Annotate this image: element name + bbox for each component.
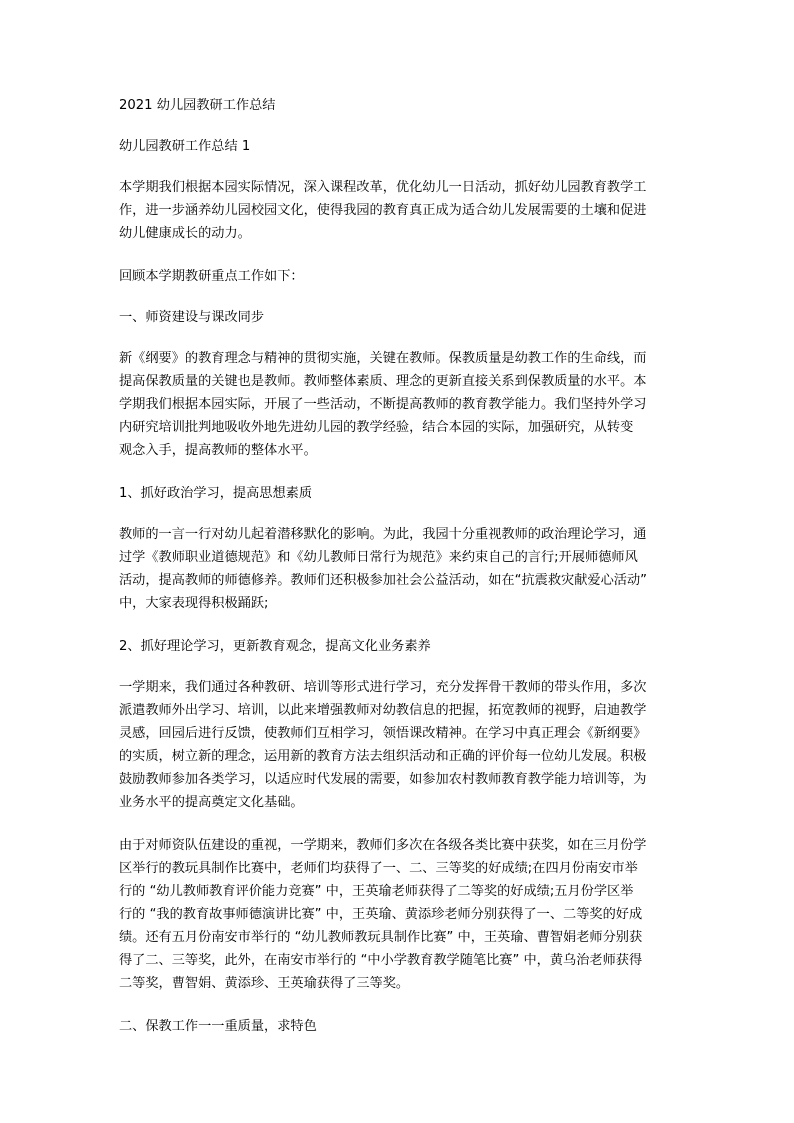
paragraph-line: 学期我们根据本园实际，开展了一些活动，不断提高教师的教育教学能力。我们坚持外学习: [119, 397, 647, 412]
paragraph-line: 行的 “我的教育故事师德演讲比赛” 中，王英瑜、黄添珍老师分别获得了一、二等奖的好成: [119, 907, 643, 922]
document-page: [119, 94, 675, 1038]
paragraph-theory-study: [119, 676, 675, 814]
paragraph-line: 教师的一言一行对幼儿起着潜移默化的影响。为此，我园十分重视教师的政治理论学习，通: [119, 527, 647, 542]
paragraph-line: 活动，提高教师的师德修养。教师们还积极参加社会公益活动，如在“抗震救灾献爱心活动”: [119, 573, 647, 588]
paragraph-line: 幼儿健康成长的动力。: [119, 226, 251, 241]
paragraph-line: 内研究培训批判地吸收外地先进幼儿园的教学经验，结合本园的实际，加强研究，从转变: [119, 420, 634, 435]
paragraph-awards: [119, 834, 675, 995]
paragraph-line: 行的 “幼儿教师教育评价能力竞赛” 中，王英瑜老师获得了二等奖的好成绩;五月份学区举: [119, 884, 634, 899]
paragraph-line: 区举行的教玩具制作比赛中，老师们均获得了一、二、三等奖的好成绩;在四月份南安市举: [119, 861, 638, 876]
paragraph-line: 鼓励教师参加各类学习，以适应时代发展的需要，如参加农村教师教育教学能力培训等，为: [119, 772, 647, 787]
paragraph-review: 回顾本学期教研重点工作如下：: [119, 269, 304, 284]
paragraph-line: 作，进一步涵养幼儿园校园文化，使得我园的教育真正成为适合幼儿发展需要的土壤和促进: [119, 203, 647, 218]
paragraph-line: 观念入手，提高教师的整体水平。: [119, 443, 317, 458]
paragraph-line: 一学期来，我们通过各种教研、培训等形式进行学习，充分发挥骨干教师的带头作用，多次: [119, 680, 647, 695]
paragraph-line: 本学期我们根据本园实际情况，深入课程改革，优化幼儿一日活动，抓好幼儿园教育教学工: [119, 180, 647, 195]
paragraph-line: 的实质，树立新的理念，运用新的教育方法去组织活动和正确的评价每一位幼儿发展。积极: [119, 749, 647, 764]
paragraph-political-study: [119, 523, 675, 615]
paragraph-line: 灵感，回园后进行反馈，使教师们互相学习，领悟课改精神。在学习中真正理会《新纲要》: [119, 726, 647, 741]
paragraph-line: 中，大家表现得积极踊跃;: [119, 596, 269, 611]
paragraph-intro: [119, 176, 675, 245]
paragraph-teacher-quality: [119, 347, 675, 462]
section-subtitle: 幼儿园教研工作总结 1: [119, 139, 251, 154]
paragraph-line: 派遣教师外出学习、培训，以此来增强教师对幼教信息的把握，拓宽教师的视野，启迪教学: [119, 703, 647, 718]
paragraph-line: 提高保教质量的关键也是教师。教师整体素质、理念的更新直接关系到保教质量的水平。本: [119, 374, 647, 389]
document-title: 2021 幼儿园教研工作总结: [119, 98, 276, 113]
heading-section-1: 一、师资建设与课改同步: [119, 310, 265, 325]
heading-section-2: 二、保教工作一一重质量，求特色: [119, 1019, 317, 1034]
paragraph-line: 过学《教师职业道德规范》和《幼儿教师日常行为规范》来约束自己的言行;开展师德师风: [119, 550, 638, 565]
paragraph-line: 二等奖，曹智娟、黄添珍、王英瑜获得了三等奖。: [119, 976, 410, 991]
paragraph-line: 得了二、三等奖，此外，在南安市举行的 “中小学教育教学随笔比赛” 中，黄乌治老师获得: [119, 953, 643, 968]
paragraph-line: 新《纲要》的教育理念与精神的贯彻实施，关键在教师。保教质量是幼教工作的生命线，而: [119, 351, 647, 366]
heading-political-study: 1、抓好政治学习，提高思想素质: [119, 486, 313, 501]
paragraph-line: 业务水平的提高奠定文化基础。: [119, 795, 304, 810]
paragraph-line: 由于对师资队伍建设的重视，一学期来，教师们多次在各级各类比赛中获奖，如在三月份学: [119, 838, 647, 853]
paragraph-line: 绩。还有五月份南安市举行的 “幼儿教师教玩具制作比赛” 中，王英瑜、曹智娟老师分别获: [119, 930, 643, 945]
heading-theory-study: 2、抓好理论学习，更新教育观念，提高文化业务素养: [119, 639, 431, 654]
